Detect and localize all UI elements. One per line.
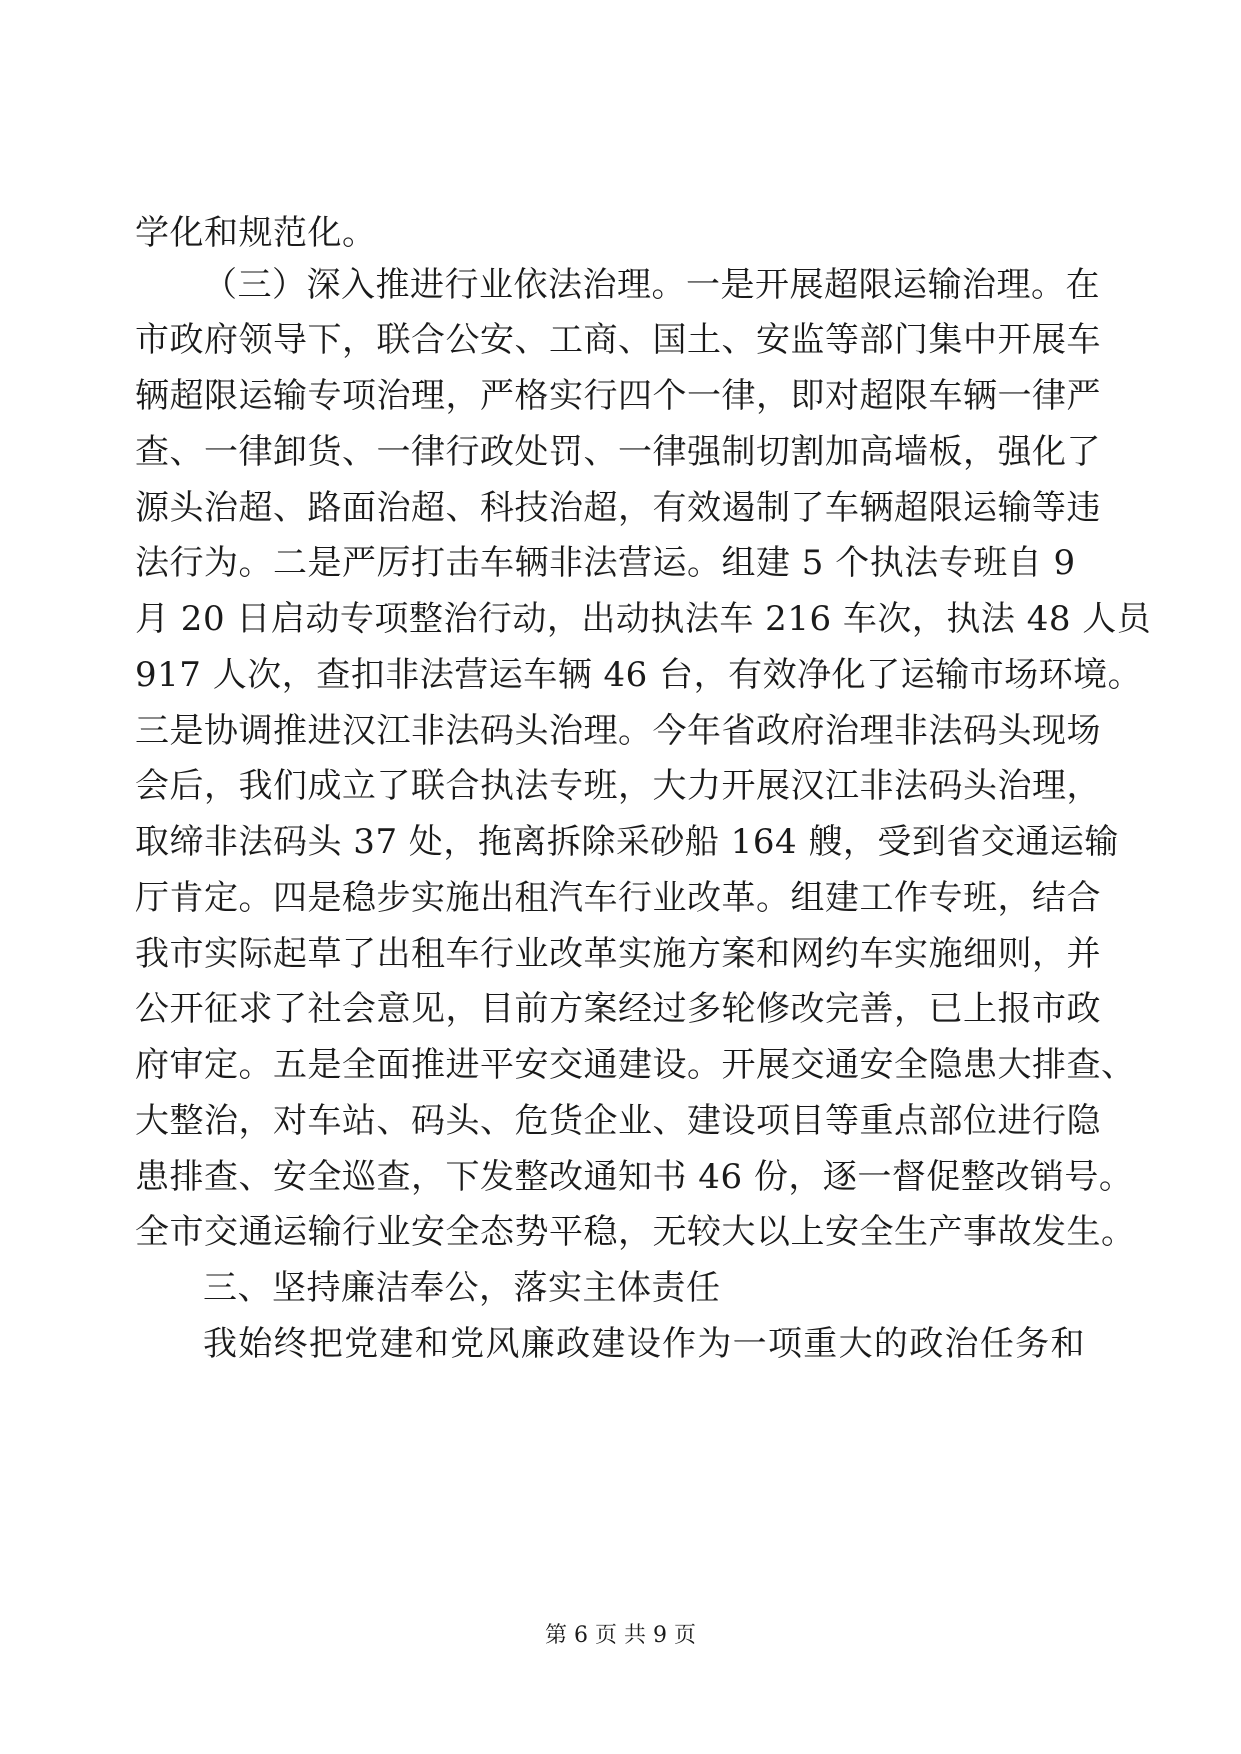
paragraph-line: 我始终把党建和党风廉政建设作为一项重大的政治任务和	[203, 1324, 1085, 1364]
paragraph-line: 917 人次，查扣非法营运车辆 46 台，有效净化了运输市场环境。	[135, 655, 1143, 695]
paragraph-line: 查、一律卸货、一律行政处罚、一律强制切割加高墙板，强化了	[135, 432, 1101, 472]
paragraph-line: 市政府领导下，联合公安、工商、国土、安监等部门集中开展车	[135, 320, 1101, 360]
paragraph-line: 辆超限运输专项治理，严格实行四个一律，即对超限车辆一律严	[135, 376, 1101, 416]
page-footer: 第 6 页 共 9 页	[545, 1623, 696, 1648]
paragraph-line: 府审定。五是全面推进平安交通建设。开展交通安全隐患大排查、	[135, 1045, 1136, 1085]
paragraph-line: 学化和规范化。	[135, 213, 377, 253]
section-heading: 三、坚持廉洁奉公，落实主体责任	[203, 1268, 721, 1308]
paragraph-line: 三是协调推进汉江非法码头治理。今年省政府治理非法码头现场	[135, 711, 1101, 751]
paragraph-line: 公开征求了社会意见，目前方案经过多轮修改完善，已上报市政	[135, 989, 1101, 1029]
paragraph-line: 源头治超、路面治超、科技治超，有效遏制了车辆超限运输等违	[135, 488, 1101, 528]
paragraph-line: 大整治，对车站、码头、危货企业、建设项目等重点部位进行隐	[135, 1101, 1101, 1141]
paragraph-line: 我市实际起草了出租车行业改革实施方案和网约车实施细则，并	[135, 934, 1101, 974]
paragraph-line: 全市交通运输行业安全态势平稳，无较大以上安全生产事故发生。	[135, 1212, 1136, 1252]
paragraph-line: 法行为。二是严厉打击车辆非法营运。组建 5 个执法专班自 9	[135, 543, 1076, 583]
paragraph-line: 取缔非法码头 37 处，拖离拆除采砂船 164 艘，受到省交通运输	[135, 822, 1119, 862]
paragraph-line: 厅肯定。四是稳步实施出租汽车行业改革。组建工作专班，结合	[135, 878, 1101, 918]
paragraph-line: 患排查、安全巡查，下发整改通知书 46 份，逐一督促整改销号。	[135, 1157, 1134, 1197]
paragraph-line: （三）深入推进行业依法治理。一是开展超限运输治理。在	[203, 265, 1100, 305]
paragraph-line: 月 20 日启动专项整治行动，出动执法车 216 车次，执法 48 人员	[135, 599, 1152, 639]
paragraph-line: 会后，我们成立了联合执法专班，大力开展汉江非法码头治理，	[135, 766, 1101, 806]
